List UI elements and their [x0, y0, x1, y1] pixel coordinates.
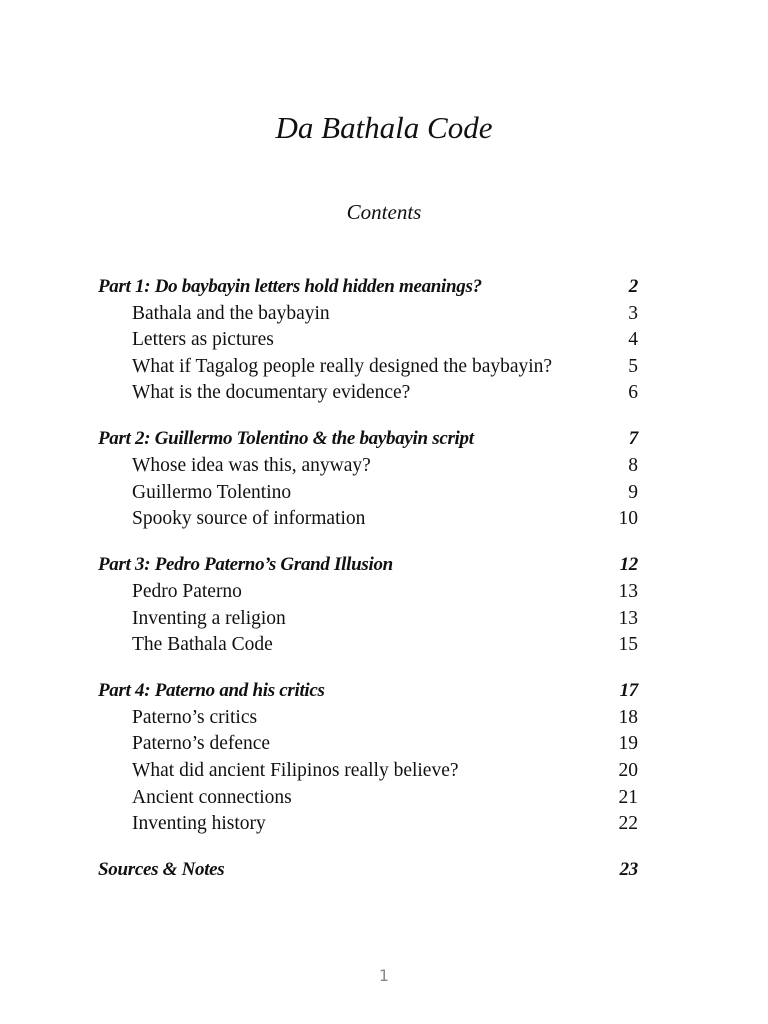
toc-entry-label: Guillermo Tolentino: [132, 481, 292, 503]
toc-entry-label: Bathala and the baybayin: [132, 302, 330, 324]
contents-heading: Contents: [346, 200, 422, 224]
toc-entry-page: 20: [618, 760, 638, 781]
toc-part-heading[interactable]: [98, 857, 638, 884]
toc-part-label: Part 2: Guillermo Tolentino & the baybayin script: [98, 428, 474, 450]
toc-entry[interactable]: [98, 506, 638, 533]
document-title: Da Bathala Code: [275, 110, 493, 145]
toc-entry-page: 6: [628, 382, 638, 404]
toc-entry-label: Inventing a religion: [132, 607, 286, 629]
toc-entry-page: 8: [628, 455, 638, 477]
toc-part-page: 12: [619, 554, 638, 576]
toc-entry-page: 5: [628, 355, 638, 377]
toc-entry-label: Pedro Paterno: [132, 580, 242, 602]
toc-part-page: 2: [628, 276, 638, 297]
toc-entry-label: Spooky source of information: [132, 508, 366, 530]
toc-entry[interactable]: [98, 579, 638, 606]
toc-entry-page: 4: [628, 329, 638, 351]
toc-entry-label: The Bathala Code: [132, 634, 273, 656]
toc-entry[interactable]: [98, 632, 638, 659]
toc-part-label: Sources & Notes: [98, 859, 225, 881]
toc-entry[interactable]: [98, 811, 638, 838]
table-of-contents: [98, 274, 638, 884]
toc-part-page: 7: [628, 428, 638, 450]
toc-entry-label: Ancient connections: [132, 786, 292, 808]
toc-entry[interactable]: [98, 480, 638, 507]
toc-part-label: Part 3: Pedro Paterno’s Grand Illusion: [98, 554, 393, 576]
toc-entry-page: 15: [618, 634, 638, 656]
toc-entry-page: 19: [618, 733, 638, 755]
page-number: 1: [378, 966, 390, 985]
toc-entry-page: 10: [618, 508, 638, 530]
toc-entry-page: 13: [618, 607, 638, 629]
toc-entry[interactable]: [98, 354, 638, 381]
section-spacer: [98, 407, 638, 427]
toc-part-heading[interactable]: [98, 678, 638, 705]
toc-entry-label: What is the documentary evidence?: [132, 382, 411, 404]
toc-entry[interactable]: [98, 758, 638, 785]
toc-entry[interactable]: [98, 301, 638, 328]
toc-part-heading[interactable]: [98, 274, 638, 301]
toc-entry-page: 18: [618, 706, 638, 728]
toc-entry-label: What if Tagalog people really designed the baybayin?: [132, 355, 553, 377]
toc-entry[interactable]: [98, 785, 638, 812]
toc-part-label: Part 1: Do baybayin letters hold hidden meanings?: [98, 276, 482, 297]
toc-part-page: 23: [619, 859, 638, 881]
toc-entry-page: 22: [618, 813, 638, 835]
toc-entry[interactable]: [98, 380, 638, 407]
toc-entry-label: Inventing history: [132, 813, 266, 835]
section-spacer: [98, 838, 638, 858]
toc-entry-label: Paterno’s defence: [132, 733, 271, 755]
toc-part-heading[interactable]: [98, 552, 638, 579]
section-spacer: [98, 659, 638, 679]
toc-entry[interactable]: [98, 731, 638, 758]
toc-entry[interactable]: [98, 453, 638, 480]
toc-entry-label: Letters as pictures: [132, 329, 274, 351]
toc-entry-label: Whose idea was this, anyway?: [132, 455, 371, 477]
toc-entry-page: 13: [618, 580, 638, 602]
toc-entry-label: What did ancient Filipinos really believe?: [132, 760, 459, 781]
toc-part-page: 17: [619, 680, 638, 702]
toc-entry[interactable]: [98, 327, 638, 354]
toc-entry-page: 21: [618, 786, 638, 808]
toc-entry[interactable]: [98, 606, 638, 633]
toc-part-label: Part 4: Paterno and his critics: [98, 680, 325, 702]
toc-entry-page: 9: [628, 481, 638, 503]
toc-entry-page: 3: [628, 302, 638, 324]
toc-entry-label: Paterno’s critics: [132, 706, 258, 728]
toc-part-heading[interactable]: [98, 426, 638, 453]
section-spacer: [98, 533, 638, 553]
toc-entry[interactable]: [98, 705, 638, 732]
